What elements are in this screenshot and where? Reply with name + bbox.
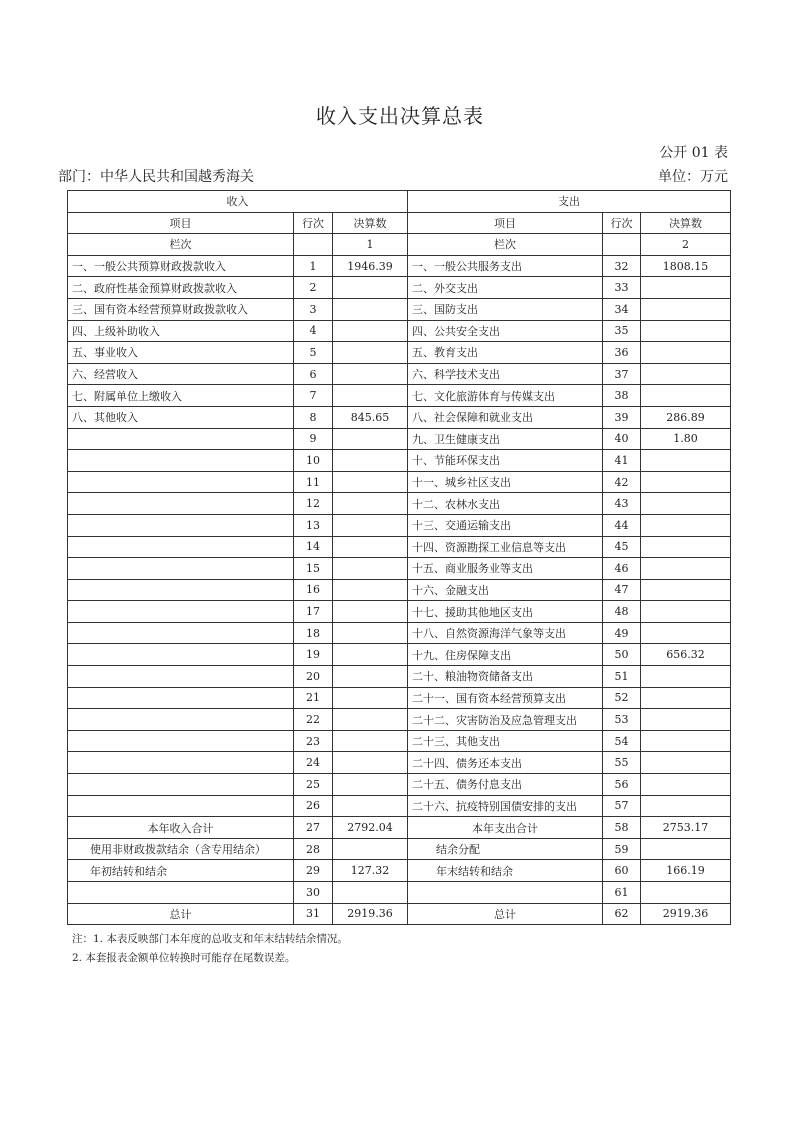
income-item-cell: 六、经营收入 <box>68 363 294 385</box>
income-line-no-cell: 6 <box>294 363 333 385</box>
table-row <box>68 385 731 407</box>
income-item-cell <box>68 882 294 904</box>
expense-amount-cell <box>641 363 731 385</box>
table-row <box>68 601 731 623</box>
income-item-cell: 一、一般公共预算财政拨款收入 <box>68 255 294 277</box>
income-line-no-cell: 25 <box>294 774 333 796</box>
expense-item-cell: 二十六、抗疫特别国债安排的支出 <box>408 795 603 817</box>
expense-amount-cell <box>641 882 731 904</box>
expense-line-no-cell: 34 <box>603 298 641 320</box>
expense-line-no-cell: 37 <box>603 363 641 385</box>
table-row <box>68 709 731 731</box>
income-item-cell: 总计 <box>68 903 294 925</box>
expense-item-cell: 十四、资源勘探工业信息等支出 <box>408 536 603 558</box>
expense-line-no-cell: 57 <box>603 795 641 817</box>
expense-item-cell: 五、教育支出 <box>408 342 603 364</box>
income-item-cell: 三、国有资本经营预算财政拨款收入 <box>68 298 294 320</box>
income-item-cell: 年初结转和结余 <box>68 860 294 882</box>
expense-line-no-cell: 58 <box>603 817 641 839</box>
income-column-row-label: 栏次 <box>68 234 294 256</box>
expense-item-cell: 二十五、债务付息支出 <box>408 774 603 796</box>
empty-cell <box>294 234 333 256</box>
income-amount-cell <box>333 277 408 299</box>
income-item-cell <box>68 471 294 493</box>
expense-item-cell: 二十一、国有资本经营预算支出 <box>408 687 603 709</box>
income-amount-cell <box>333 709 408 731</box>
income-amount-cell <box>333 752 408 774</box>
unit-label: 单位：万元 <box>658 169 728 185</box>
expense-amount-cell: 656.32 <box>641 644 731 666</box>
expense-line-no-header: 行次 <box>603 212 641 234</box>
expense-amount-cell <box>641 795 731 817</box>
page-title: 收入支出决算总表 <box>316 104 484 128</box>
income-line-no-cell: 23 <box>294 730 333 752</box>
expense-line-no-cell: 56 <box>603 774 641 796</box>
expense-amount-cell <box>641 579 731 601</box>
expense-item-cell: 本年支出合计 <box>408 817 603 839</box>
income-line-no-cell: 31 <box>294 903 333 925</box>
table-row <box>68 320 731 342</box>
income-amount-cell <box>333 514 408 536</box>
income-item-cell: 八、其他收入 <box>68 406 294 428</box>
table-row <box>68 536 731 558</box>
income-line-no-cell: 4 <box>294 320 333 342</box>
expense-item-cell: 十九、住房保障支出 <box>408 644 603 666</box>
income-amount-cell <box>333 622 408 644</box>
table-row <box>68 752 731 774</box>
expense-item-cell: 年末结转和结余 <box>408 860 603 882</box>
income-amount-cell <box>333 558 408 580</box>
expense-item-cell: 二十二、灾害防治及应急管理支出 <box>408 709 603 731</box>
expense-amount-cell <box>641 342 731 364</box>
income-amount-cell: 2919.36 <box>333 903 408 925</box>
income-amount-cell: 1946.39 <box>333 255 408 277</box>
income-item-cell <box>68 709 294 731</box>
table-row <box>68 514 731 536</box>
expense-amount-cell <box>641 471 731 493</box>
expense-amount-cell <box>641 536 731 558</box>
expense-amount-cell <box>641 601 731 623</box>
expense-column-index: 2 <box>641 234 731 256</box>
expense-line-no-cell: 43 <box>603 493 641 515</box>
income-line-no-cell: 13 <box>294 514 333 536</box>
expense-line-no-cell: 32 <box>603 255 641 277</box>
income-line-no-cell: 15 <box>294 558 333 580</box>
expense-amount-cell <box>641 622 731 644</box>
income-amount-cell <box>333 579 408 601</box>
income-line-no-cell: 28 <box>294 838 333 860</box>
income-column-index: 1 <box>333 234 408 256</box>
expense-item-cell: 结余分配 <box>408 838 603 860</box>
income-item-header: 项目 <box>68 212 294 234</box>
income-item-cell <box>68 450 294 472</box>
income-line-no-cell: 11 <box>294 471 333 493</box>
table-row <box>68 860 731 882</box>
income-line-no-cell: 30 <box>294 882 333 904</box>
expense-line-no-cell: 35 <box>603 320 641 342</box>
income-line-no-cell: 3 <box>294 298 333 320</box>
expense-line-no-cell: 39 <box>603 406 641 428</box>
expense-item-cell: 二十、粮油物资储备支出 <box>408 666 603 688</box>
expense-item-cell: 二十三、其他支出 <box>408 730 603 752</box>
expense-line-no-cell: 46 <box>603 558 641 580</box>
income-amount-cell <box>333 795 408 817</box>
expense-amount-cell <box>641 666 731 688</box>
income-item-cell: 五、事业收入 <box>68 342 294 364</box>
income-line-no-header: 行次 <box>294 212 333 234</box>
income-item-cell: 本年收入合计 <box>68 817 294 839</box>
expense-amount-cell <box>641 320 731 342</box>
income-line-no-cell: 26 <box>294 795 333 817</box>
expense-item-cell: 九、卫生健康支出 <box>408 428 603 450</box>
expense-line-no-cell: 45 <box>603 536 641 558</box>
expense-line-no-cell: 51 <box>603 666 641 688</box>
expense-amount-cell <box>641 709 731 731</box>
income-amount-cell <box>333 428 408 450</box>
expense-item-cell: 十二、农林水支出 <box>408 493 603 515</box>
expense-line-no-cell: 60 <box>603 860 641 882</box>
income-item-cell <box>68 579 294 601</box>
expense-line-no-cell: 33 <box>603 277 641 299</box>
expense-item-cell: 十六、金融支出 <box>408 579 603 601</box>
income-line-no-cell: 17 <box>294 601 333 623</box>
expense-item-header: 项目 <box>408 212 603 234</box>
table-row <box>68 644 731 666</box>
expense-item-cell: 一、一般公共服务支出 <box>408 255 603 277</box>
income-item-cell <box>68 774 294 796</box>
expense-line-no-cell: 47 <box>603 579 641 601</box>
income-item-cell <box>68 493 294 515</box>
expense-item-cell: 七、文化旅游体育与传媒支出 <box>408 385 603 407</box>
expense-line-no-cell: 53 <box>603 709 641 731</box>
expense-amount-cell <box>641 298 731 320</box>
income-line-no-cell: 29 <box>294 860 333 882</box>
table-row <box>68 363 731 385</box>
income-item-cell <box>68 514 294 536</box>
expense-line-no-cell: 55 <box>603 752 641 774</box>
income-item-cell: 四、上级补助收入 <box>68 320 294 342</box>
expense-line-no-cell: 42 <box>603 471 641 493</box>
income-amount-cell <box>333 666 408 688</box>
income-amount-cell <box>333 644 408 666</box>
income-header: 收入 <box>68 191 408 213</box>
expense-line-no-cell: 40 <box>603 428 641 450</box>
column-index-row <box>68 234 731 256</box>
expense-item-cell: 十、节能环保支出 <box>408 450 603 472</box>
expense-line-no-cell: 38 <box>603 385 641 407</box>
expense-line-no-cell: 54 <box>603 730 641 752</box>
expense-amount-cell <box>641 514 731 536</box>
column-header-row <box>68 212 731 234</box>
table-row <box>68 255 731 277</box>
income-amount-cell <box>333 471 408 493</box>
notes-section <box>72 930 348 968</box>
expense-line-no-cell: 61 <box>603 882 641 904</box>
expense-line-no-cell: 59 <box>603 838 641 860</box>
income-line-no-cell: 2 <box>294 277 333 299</box>
income-line-no-cell: 20 <box>294 666 333 688</box>
income-amount-cell: 127.32 <box>333 860 408 882</box>
expense-item-cell: 十七、援助其他地区支出 <box>408 601 603 623</box>
income-item-cell <box>68 752 294 774</box>
income-amount-cell <box>333 450 408 472</box>
income-amount-cell <box>333 838 408 860</box>
income-amount-cell <box>333 730 408 752</box>
empty-cell <box>603 234 641 256</box>
expense-amount-cell <box>641 838 731 860</box>
expense-line-no-cell: 52 <box>603 687 641 709</box>
expense-amount-cell <box>641 277 731 299</box>
expense-item-cell: 总计 <box>408 903 603 925</box>
income-item-cell <box>68 687 294 709</box>
table-row <box>68 730 731 752</box>
expense-amount-cell <box>641 558 731 580</box>
income-amount-cell <box>333 882 408 904</box>
expense-amount-cell: 2753.17 <box>641 817 731 839</box>
income-line-no-cell: 7 <box>294 385 333 407</box>
table-row <box>68 817 731 839</box>
expense-item-cell <box>408 882 603 904</box>
expense-amount-cell: 1.80 <box>641 428 731 450</box>
income-amount-cell <box>333 493 408 515</box>
table-row <box>68 493 731 515</box>
income-amount-cell <box>333 687 408 709</box>
income-line-no-cell: 9 <box>294 428 333 450</box>
income-item-cell <box>68 795 294 817</box>
form-number: 公开 01 表 <box>659 145 728 161</box>
income-line-no-cell: 5 <box>294 342 333 364</box>
income-line-no-cell: 10 <box>294 450 333 472</box>
table-row <box>68 838 731 860</box>
income-item-cell <box>68 730 294 752</box>
income-item-cell <box>68 666 294 688</box>
table-row <box>68 558 731 580</box>
expense-item-cell: 六、科学技术支出 <box>408 363 603 385</box>
table-row <box>68 882 731 904</box>
expense-line-no-cell: 41 <box>603 450 641 472</box>
income-item-cell <box>68 558 294 580</box>
expense-line-no-cell: 49 <box>603 622 641 644</box>
income-line-no-cell: 21 <box>294 687 333 709</box>
income-line-no-cell: 27 <box>294 817 333 839</box>
income-line-no-cell: 14 <box>294 536 333 558</box>
expense-amount-cell <box>641 385 731 407</box>
income-item-cell <box>68 622 294 644</box>
table-row <box>68 277 731 299</box>
income-item-cell: 使用非财政拨款结余（含专用结余） <box>68 838 294 860</box>
expense-amount-cell: 286.89 <box>641 406 731 428</box>
income-line-no-cell: 1 <box>294 255 333 277</box>
expense-amount-cell <box>641 493 731 515</box>
table-row <box>68 298 731 320</box>
expense-item-cell: 三、国防支出 <box>408 298 603 320</box>
table-row <box>68 687 731 709</box>
expense-line-no-cell: 36 <box>603 342 641 364</box>
income-amount-cell <box>333 342 408 364</box>
expense-line-no-cell: 48 <box>603 601 641 623</box>
expense-amount-cell <box>641 774 731 796</box>
income-item-cell: 七、附属单位上缴收入 <box>68 385 294 407</box>
income-amount-cell <box>333 536 408 558</box>
income-line-no-cell: 22 <box>294 709 333 731</box>
table-row <box>68 450 731 472</box>
table-row <box>68 471 731 493</box>
expense-item-cell: 八、社会保障和就业支出 <box>408 406 603 428</box>
expense-item-cell: 二、外交支出 <box>408 277 603 299</box>
table-row <box>68 579 731 601</box>
income-item-cell: 二、政府性基金预算财政拨款收入 <box>68 277 294 299</box>
note-1: 注：1. 本表反映部门本年度的总收支和年末结转结余情况。 <box>72 933 348 945</box>
note-2: 2. 本套报表金额单位转换时可能存在尾数误差。 <box>72 952 296 964</box>
income-amount-header: 决算数 <box>333 212 408 234</box>
expense-amount-header: 决算数 <box>641 212 731 234</box>
expense-header: 支出 <box>408 191 731 213</box>
expense-amount-cell <box>641 450 731 472</box>
income-amount-cell <box>333 363 408 385</box>
department-label: 部门：中华人民共和国越秀海关 <box>58 169 254 185</box>
expense-item-cell: 四、公共安全支出 <box>408 320 603 342</box>
income-line-no-cell: 12 <box>294 493 333 515</box>
table-row <box>68 666 731 688</box>
income-amount-cell <box>333 385 408 407</box>
expense-amount-cell <box>641 687 731 709</box>
income-line-no-cell: 19 <box>294 644 333 666</box>
expense-amount-cell <box>641 752 731 774</box>
income-line-no-cell: 24 <box>294 752 333 774</box>
table-row <box>68 795 731 817</box>
expense-amount-cell: 2919.36 <box>641 903 731 925</box>
expense-item-cell: 十八、自然资源海洋气象等支出 <box>408 622 603 644</box>
income-line-no-cell: 18 <box>294 622 333 644</box>
income-line-no-cell: 8 <box>294 406 333 428</box>
income-line-no-cell: 16 <box>294 579 333 601</box>
table-row <box>68 774 731 796</box>
table-row <box>68 622 731 644</box>
table-row <box>68 428 731 450</box>
table-row <box>68 406 731 428</box>
income-item-cell <box>68 536 294 558</box>
table-row <box>68 342 731 364</box>
income-amount-cell <box>333 601 408 623</box>
expense-item-cell: 二十四、债务还本支出 <box>408 752 603 774</box>
expense-amount-cell: 1808.15 <box>641 255 731 277</box>
income-amount-cell <box>333 774 408 796</box>
income-item-cell <box>68 644 294 666</box>
income-amount-cell <box>333 298 408 320</box>
budget-summary-table <box>67 190 731 925</box>
expense-amount-cell <box>641 730 731 752</box>
expense-line-no-cell: 62 <box>603 903 641 925</box>
section-header-row <box>68 191 731 213</box>
income-item-cell <box>68 601 294 623</box>
income-item-cell <box>68 428 294 450</box>
expense-item-cell: 十一、城乡社区支出 <box>408 471 603 493</box>
expense-item-cell: 十五、商业服务业等支出 <box>408 558 603 580</box>
expense-line-no-cell: 50 <box>603 644 641 666</box>
income-amount-cell: 845.65 <box>333 406 408 428</box>
expense-column-row-label: 栏次 <box>408 234 603 256</box>
income-amount-cell: 2792.04 <box>333 817 408 839</box>
expense-item-cell: 十三、交通运输支出 <box>408 514 603 536</box>
table-row <box>68 903 731 925</box>
income-amount-cell <box>333 320 408 342</box>
expense-line-no-cell: 44 <box>603 514 641 536</box>
expense-amount-cell: 166.19 <box>641 860 731 882</box>
